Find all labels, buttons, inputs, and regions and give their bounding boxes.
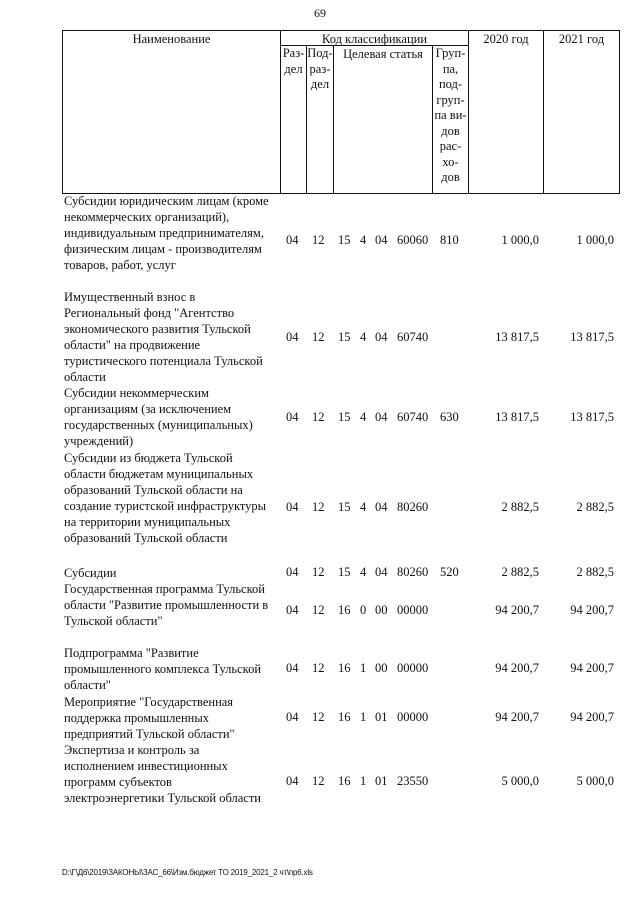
cell-expense-type: 630 <box>440 410 459 424</box>
cell-subsection: 12 <box>312 500 325 514</box>
cell-direction: 60740 <box>397 410 429 424</box>
cell-2021: 94 200,7 <box>570 661 614 675</box>
cell-2020: 13 817,5 <box>495 410 539 424</box>
cell-subsection: 12 <box>312 710 325 724</box>
cell-section: 04 <box>286 233 299 247</box>
cell-2020: 94 200,7 <box>495 661 539 675</box>
row-name: Субсидии <box>64 566 117 580</box>
cell-2021: 5 000,0 <box>576 774 614 788</box>
cell-direction: 80260 <box>397 565 429 579</box>
cell-direction: 60060 <box>397 233 429 247</box>
cell-expense-type: 810 <box>440 233 459 247</box>
header-expense-group: Груп- па, под- груп- па ви- дов рас- хо- дов <box>434 46 467 184</box>
cell-subprogram: 1 <box>360 661 367 675</box>
cell-event: 04 <box>375 565 388 579</box>
cell-subprogram: 4 <box>360 500 367 514</box>
cell-expense-type: 520 <box>440 565 459 579</box>
cell-section: 04 <box>286 710 299 724</box>
cell-direction: 23550 <box>397 774 429 788</box>
cell-event: 01 <box>375 710 388 724</box>
cell-2021: 2 882,5 <box>576 500 614 514</box>
header-subsection: Под- раз- дел <box>307 46 333 91</box>
cell-subprogram: 1 <box>360 774 367 788</box>
cell-2021: 1 000,0 <box>576 233 614 247</box>
cell-2020: 5 000,0 <box>501 774 539 788</box>
cell-subsection: 12 <box>312 565 325 579</box>
row-name: Субсидии некоммерческим организациям (за исключением государственных (муниципальных) учреждений) <box>64 386 253 448</box>
cell-direction: 00000 <box>397 661 429 675</box>
header-section: Раз- дел <box>282 46 305 76</box>
cell-program: 15 <box>338 500 351 514</box>
cell-section: 04 <box>286 565 299 579</box>
cell-section: 04 <box>286 330 299 344</box>
footer-file-path: D:\Г\Д6\2019\ЗАКОНЫ\ЗАС_66\Изм.бюджет ТО 2019_2021_2 чт\пр6.xls <box>62 868 313 877</box>
cell-2020: 13 817,5 <box>495 330 539 344</box>
cell-direction: 60740 <box>397 330 429 344</box>
cell-program: 16 <box>338 774 351 788</box>
row-name: Субсидии юридическим лицам (кроме некоммерческих организаций), индивидуальным предпринимателям, физическим лицам - производителям товаров, работ, услуг <box>64 194 269 272</box>
cell-event: 04 <box>375 410 388 424</box>
header-code-group: Код классификации <box>321 32 428 46</box>
cell-2021: 13 817,5 <box>570 330 614 344</box>
header-target-article: Целевая статья <box>343 47 423 61</box>
cell-direction: 80260 <box>397 500 429 514</box>
cell-section: 04 <box>286 774 299 788</box>
row-name: Имущественный взнос в Региональный фонд "Агентство экономического развития Тульской области" на продвижение туристического потенциала Тульской области <box>64 290 263 384</box>
cell-section: 04 <box>286 661 299 675</box>
header-year-2021: 2021 год <box>558 32 605 46</box>
cell-2021: 2 882,5 <box>576 565 614 579</box>
cell-program: 15 <box>338 565 351 579</box>
header-year-2020: 2020 год <box>483 32 529 46</box>
cell-event: 01 <box>375 774 388 788</box>
row-name: Субсидии из бюджета Тульской области бюджетам муниципальных образований Тульской области на создание туристской инфраструктуры на территории муниципальных образований Тульской области <box>64 451 267 545</box>
row-name: Экспертиза и контроль за исполнением инвестиционных программ субъектов электроэнергетики Тульской области <box>64 743 261 805</box>
cell-2021: 13 817,5 <box>570 410 614 424</box>
cell-program: 16 <box>338 603 351 617</box>
cell-program: 15 <box>338 330 351 344</box>
cell-event: 04 <box>375 330 388 344</box>
row-name: Подпрограмма "Развитие промышленного комплекса Тульской области" <box>64 646 262 692</box>
cell-subsection: 12 <box>312 410 325 424</box>
cell-direction: 00000 <box>397 603 429 617</box>
cell-subprogram: 1 <box>360 710 367 724</box>
cell-2020: 2 882,5 <box>501 565 539 579</box>
cell-event: 00 <box>375 603 388 617</box>
cell-subprogram: 4 <box>360 565 367 579</box>
cell-section: 04 <box>286 603 299 617</box>
cell-subsection: 12 <box>312 603 325 617</box>
cell-2020: 94 200,7 <box>495 710 539 724</box>
cell-subsection: 12 <box>312 774 325 788</box>
cell-program: 16 <box>338 661 351 675</box>
cell-program: 15 <box>338 233 351 247</box>
cell-direction: 00000 <box>397 710 429 724</box>
cell-subsection: 12 <box>312 661 325 675</box>
cell-2020: 1 000,0 <box>501 233 539 247</box>
cell-subsection: 12 <box>312 330 325 344</box>
cell-2021: 94 200,7 <box>570 710 614 724</box>
cell-subsection: 12 <box>312 233 325 247</box>
row-name: Мероприятие "Государственная поддержка промышленных предприятий Тульской области" <box>64 695 235 741</box>
cell-section: 04 <box>286 410 299 424</box>
cell-2021: 94 200,7 <box>570 603 614 617</box>
header-name: Наименование <box>132 32 211 46</box>
row-name: Государственная программа Тульской области "Развитие промышленности в Тульской области" <box>64 582 269 628</box>
cell-subprogram: 4 <box>360 233 367 247</box>
cell-program: 15 <box>338 410 351 424</box>
cell-event: 04 <box>375 500 388 514</box>
cell-subprogram: 4 <box>360 410 367 424</box>
cell-2020: 94 200,7 <box>495 603 539 617</box>
cell-event: 00 <box>375 661 388 675</box>
cell-event: 04 <box>375 233 388 247</box>
cell-2020: 2 882,5 <box>501 500 539 514</box>
cell-program: 16 <box>338 710 351 724</box>
cell-subprogram: 4 <box>360 330 367 344</box>
cell-section: 04 <box>286 500 299 514</box>
cell-subprogram: 0 <box>360 603 367 617</box>
page-number: 69 <box>314 6 326 20</box>
